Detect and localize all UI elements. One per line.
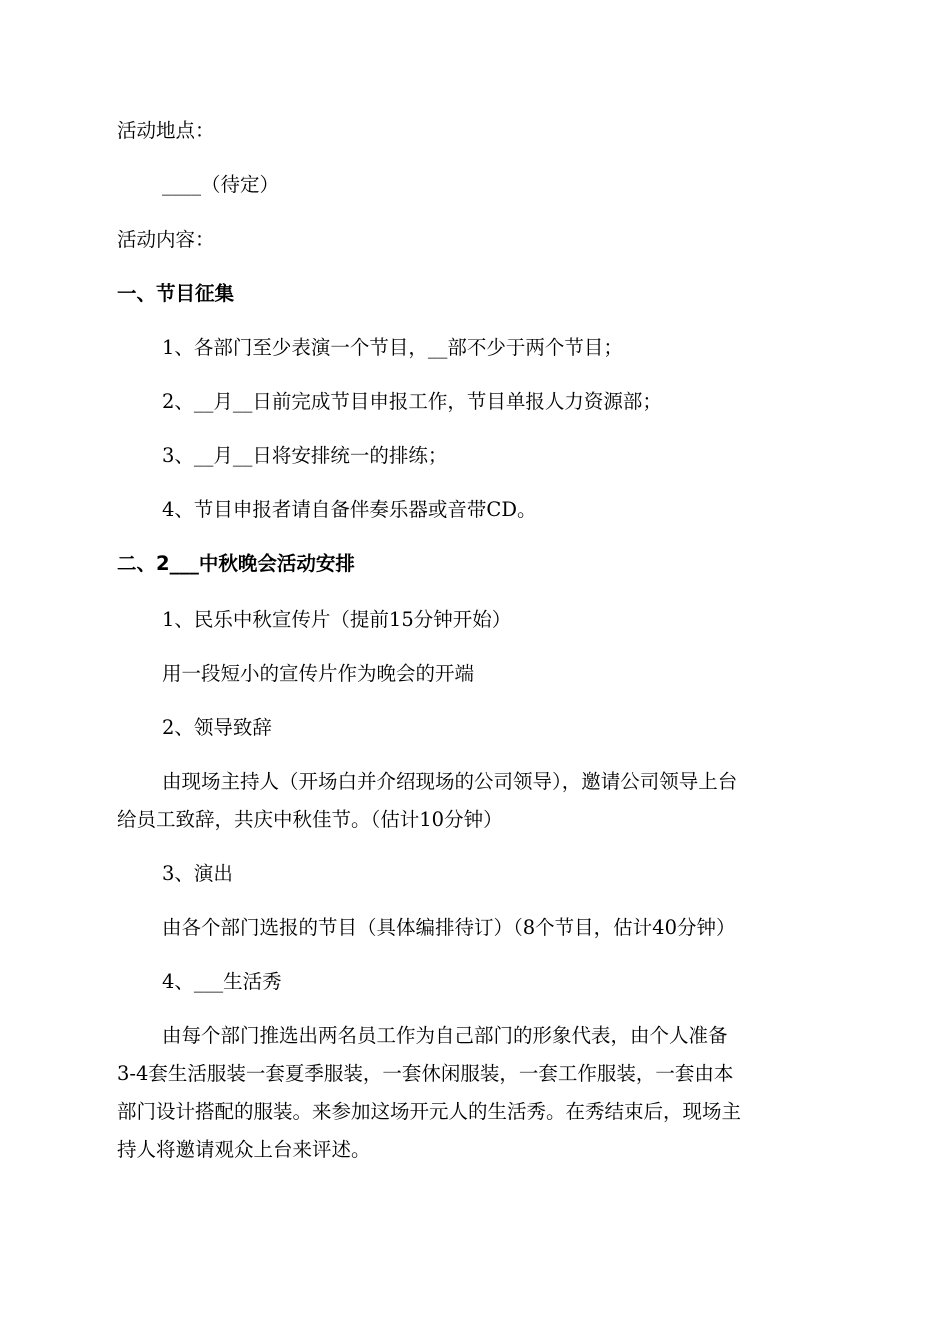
list-item: 1、民乐中秋宣传片（提前15分钟开始） <box>162 608 512 631</box>
list-item: 1、各部门至少表演一个节目，__部不少于两个节目； <box>162 336 623 359</box>
content-label: 活动内容： <box>117 228 215 251</box>
section-heading-1: 一、节目征集 <box>117 282 235 305</box>
paragraph-line: 持人将邀请观众上台来评述。 <box>117 1138 371 1161</box>
paragraph: 用一段短小的宣传片作为晚会的开端 <box>162 662 475 685</box>
venue-value: ____（待定） <box>162 173 280 196</box>
paragraph-line: 由现场主持人（开场白并介绍现场的公司领导），邀请公司领导上台 <box>162 770 738 793</box>
section-heading-2: 二、2___中秋晚会活动安排 <box>117 552 355 575</box>
list-item: 3、演出 <box>162 862 233 885</box>
paragraph-line: 3-4套生活服装一套夏季服装，一套休闲服装，一套工作服装，一套由本 <box>117 1062 734 1085</box>
paragraph-line: 给员工致辞，共庆中秋佳节。（估计10分钟） <box>117 808 503 831</box>
list-item: 2、__月__日前完成节目申报工作，节目单报人力资源部； <box>162 390 662 413</box>
list-item: 4、节目申报者请自备伴奏乐器或音带CD。 <box>162 498 537 521</box>
list-item: 3、__月__日将安排统一的排练； <box>162 444 448 467</box>
paragraph-line: 由每个部门推选出两名员工作为自己部门的形象代表，由个人准备 <box>162 1024 728 1047</box>
paragraph: 由各个部门选报的节目（具体编排待订）（8个节目，估计40分钟） <box>162 916 736 939</box>
list-item: 2、领导致辞 <box>162 716 272 739</box>
list-item: 4、___生活秀 <box>162 970 282 993</box>
venue-label: 活动地点： <box>117 119 215 142</box>
paragraph-line: 部门设计搭配的服装。来参加这场开元人的生活秀。在秀结束后，现场主 <box>117 1100 742 1123</box>
